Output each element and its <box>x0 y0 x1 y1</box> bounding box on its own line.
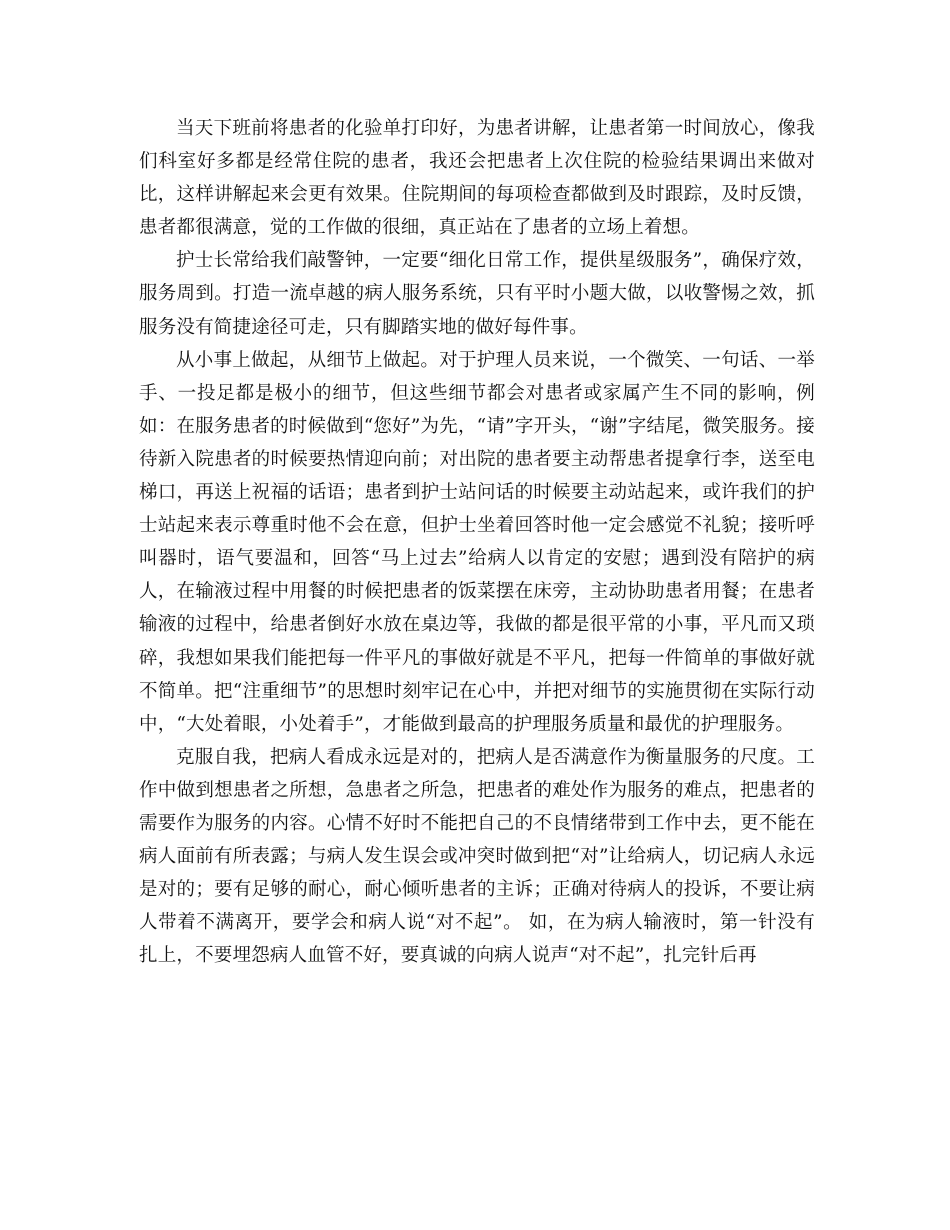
paragraph-4: 克服自我，把病人看成永远是对的，把病人是否满意作为衡量服务的尺度。工作中做到想患者之所想，急患者之所急，把患者的难处作为服务的难点，把患者的需要作为服务的内容。心情不好时不能把自己的不良情绪带到工作中去，更不能在病人面前有所表露；与病人发生误会或冲突时做到把“对”让给病人，切记病人永远是对的；要有足够的耐心，耐心倾听患者的主诉；正确对待病人的投诉，不要让病人带着不满离开，要学会和病人说“对不起”。 如，在为病人输液时，第一针没有扎上，不要埋怨病人血管不好，要真诚的向病人说声“对不起”，扎完针后再 <box>139 746 815 967</box>
paragraph-2: 护士长常给我们敲警钟，一定要“细化日常工作，提供星级服务”，确保疗效，服务周到。打造一流卓越的病人服务系统，只有平时小题大做，以收警惕之效，抓服务没有简捷途径可走，只有脚踏实地的做好每件事。 <box>139 250 815 338</box>
paragraph-1: 当天下班前将患者的化验单打印好，为患者讲解，让患者第一时间放心，像我们科室好多都是经常住院的患者，我还会把患者上次住院的检验结果调出来做对比，这样讲解起来会更有效果。住院期间的每项检查都做到及时跟踪，及时反馈，患者都很满意，觉的工作做的很细，真正站在了患者的立场上着想。 <box>139 118 815 239</box>
paragraph-3: 从小事上做起，从细节上做起。对于护理人员来说，一个微笑、一句话、一举手、一投足都是极小的细节，但这些细节都会对患者或家属产生不同的影响，例如：在服务患者的时候做到“您好”为先，“请”字开头，“谢”字结尾，微笑服务。接待新入院患者的时候要热情迎向前；对出院的患者要主动帮患者提拿行李，送至电梯口，再送上祝福的话语；患者到护士站问话的时候要主动站起来，或许我们的护士站起来表示尊重时他不会在意，但护士坐着回答时他一定会感觉不礼貌；接听呼叫器时，语气要温和，回答“马上过去”给病人以肯定的安慰；遇到没有陪护的病人，在输液过程中用餐的时候把患者的饭菜摆在床旁，主动协助患者用餐；在患者输液的过程中，给患者倒好水放在桌边等，我做的都是很平常的小事，平凡而又琐碎，我想如果我们能把每一件平凡的事做好就是不平凡，把每一件简单的事做好就不简单。把“注重细节”的思想时刻牢记在心中，并把对细节的实施贯彻在实际行动中，“大处着眼，小处着手”，才能做到最高的护理服务质量和最优的护理服务。 <box>139 349 815 735</box>
document-page <box>139 112 815 972</box>
